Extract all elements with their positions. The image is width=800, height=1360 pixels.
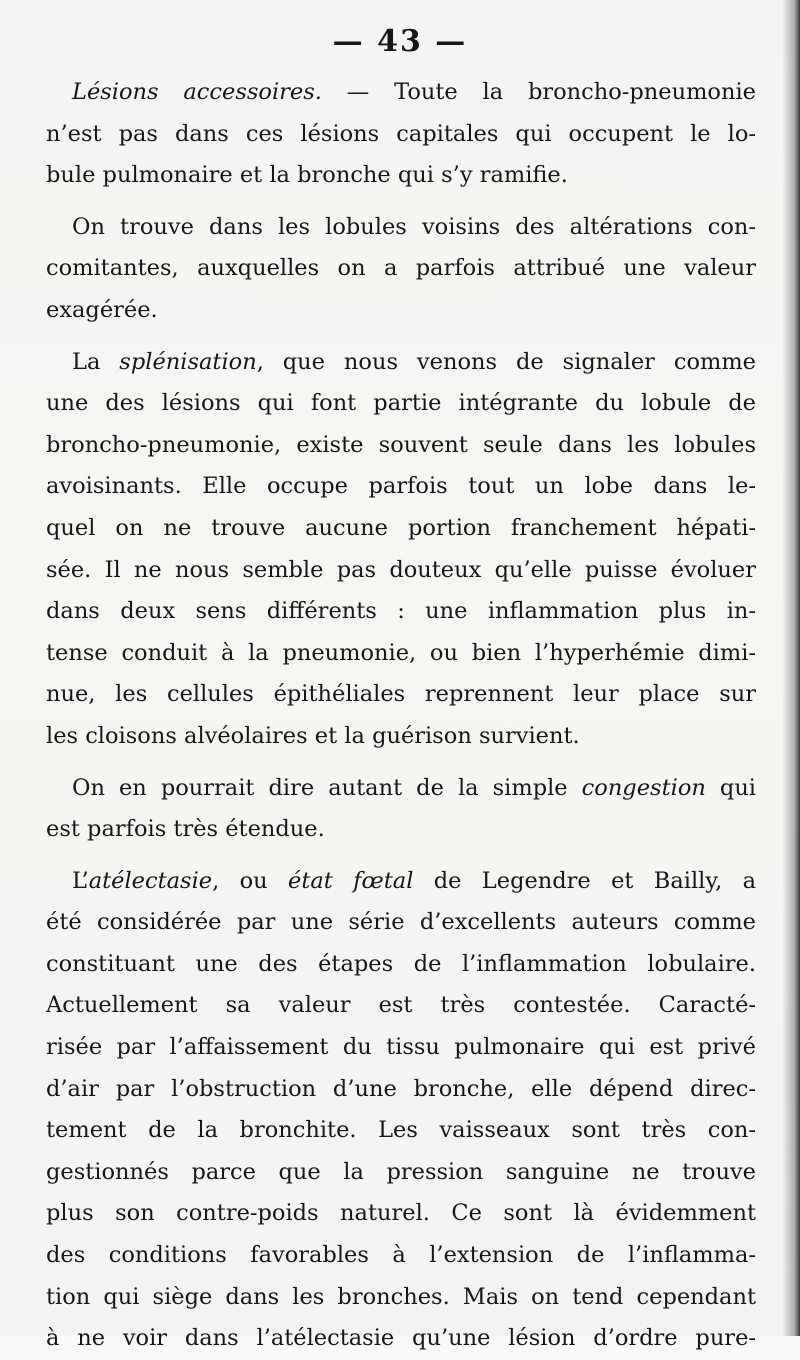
italic-term: état fœtal [288, 867, 414, 894]
text-line: tense conduit à la pneumonie, ou bien l’hyperhémie dimi- [46, 639, 756, 666]
text-line: des conditions favorables à l’extension de l’inflamma- [46, 1242, 756, 1269]
text-line: une des lésions qui font partie intégrante du lobule de [46, 390, 756, 417]
text-line: constituant une des étapes de l’inflammation lobulaire. [46, 950, 756, 977]
text-line: est parfois très étendue. [46, 816, 325, 843]
text-line: exagérée. [46, 296, 158, 323]
text-line: les cloisons alvéolaires et la guérison survient. [46, 722, 580, 749]
text-line: Lésions accessoires. — Toute la broncho-pneumonie [72, 79, 756, 105]
text-line: plus son contre-poids naturel. Ce sont là évidemment [46, 1200, 756, 1227]
text-line: bule pulmonaire et la bronche qui s’y ramifie. [46, 162, 568, 189]
text-line: d’air par l’obstruction d’une bronche, elle dépend direc- [46, 1075, 756, 1102]
text-line: On en pourrait dire autant de la simple congestion qui [72, 774, 756, 801]
text-line: à ne voir dans l’atélectasie qu’une lésion d’ordre pure- [46, 1325, 756, 1352]
text-line: Actuellement sa valeur est très contestée. Caracté- [46, 992, 756, 1019]
text-line: dans deux sens différents : une inflammation plus in- [46, 598, 756, 625]
italic-term: splénisation [119, 348, 257, 375]
text-line: La splénisation, que nous venons de signaler comme [72, 348, 756, 375]
text-line: été considérée par une série d’excellents auteurs comme [46, 909, 756, 936]
text-line: risée par l’affaissement du tissu pulmonaire qui est privé [46, 1034, 756, 1061]
text-line: nue, les cellules épithéliales reprennent leur place sur [46, 681, 756, 708]
text-line: quel on ne trouve aucune portion franchement hépati- [46, 514, 756, 541]
italic-term: atélectasie [88, 867, 213, 894]
italic-term: congestion [581, 774, 706, 801]
page-number: — 43 — [332, 24, 468, 59]
text-line: gestionnés parce que la pression sanguine ne trouve [46, 1158, 756, 1185]
text-line: avoisinants. Elle occupe parfois tout un lobe dans le- [46, 473, 756, 500]
text-line: L’atélectasie, ou état fœtal de Legendre et Bailly, a [72, 867, 756, 894]
body-text [46, 72, 756, 1360]
text-line: sée. Il ne nous semble pas douteux qu’elle puisse évoluer [46, 556, 756, 583]
section-heading: Lésions accessoires. [72, 79, 322, 105]
text-line: comitantes, auxquelles on a parfois attribué une valeur [46, 255, 756, 282]
page-edge-shadow [782, 0, 800, 1336]
text-line: broncho-pneumonie, existe souvent seule dans les lobules [46, 431, 756, 458]
text-line: tement de la bronchite. Les vaisseaux sont très con- [46, 1117, 756, 1144]
text-line: n’est pas dans ces lésions capitales qui occupent le lo- [46, 120, 756, 147]
text-line: tion qui siège dans les bronches. Mais on tend cependant [46, 1283, 756, 1310]
text-line: On trouve dans les lobules voisins des altérations con- [72, 213, 756, 240]
